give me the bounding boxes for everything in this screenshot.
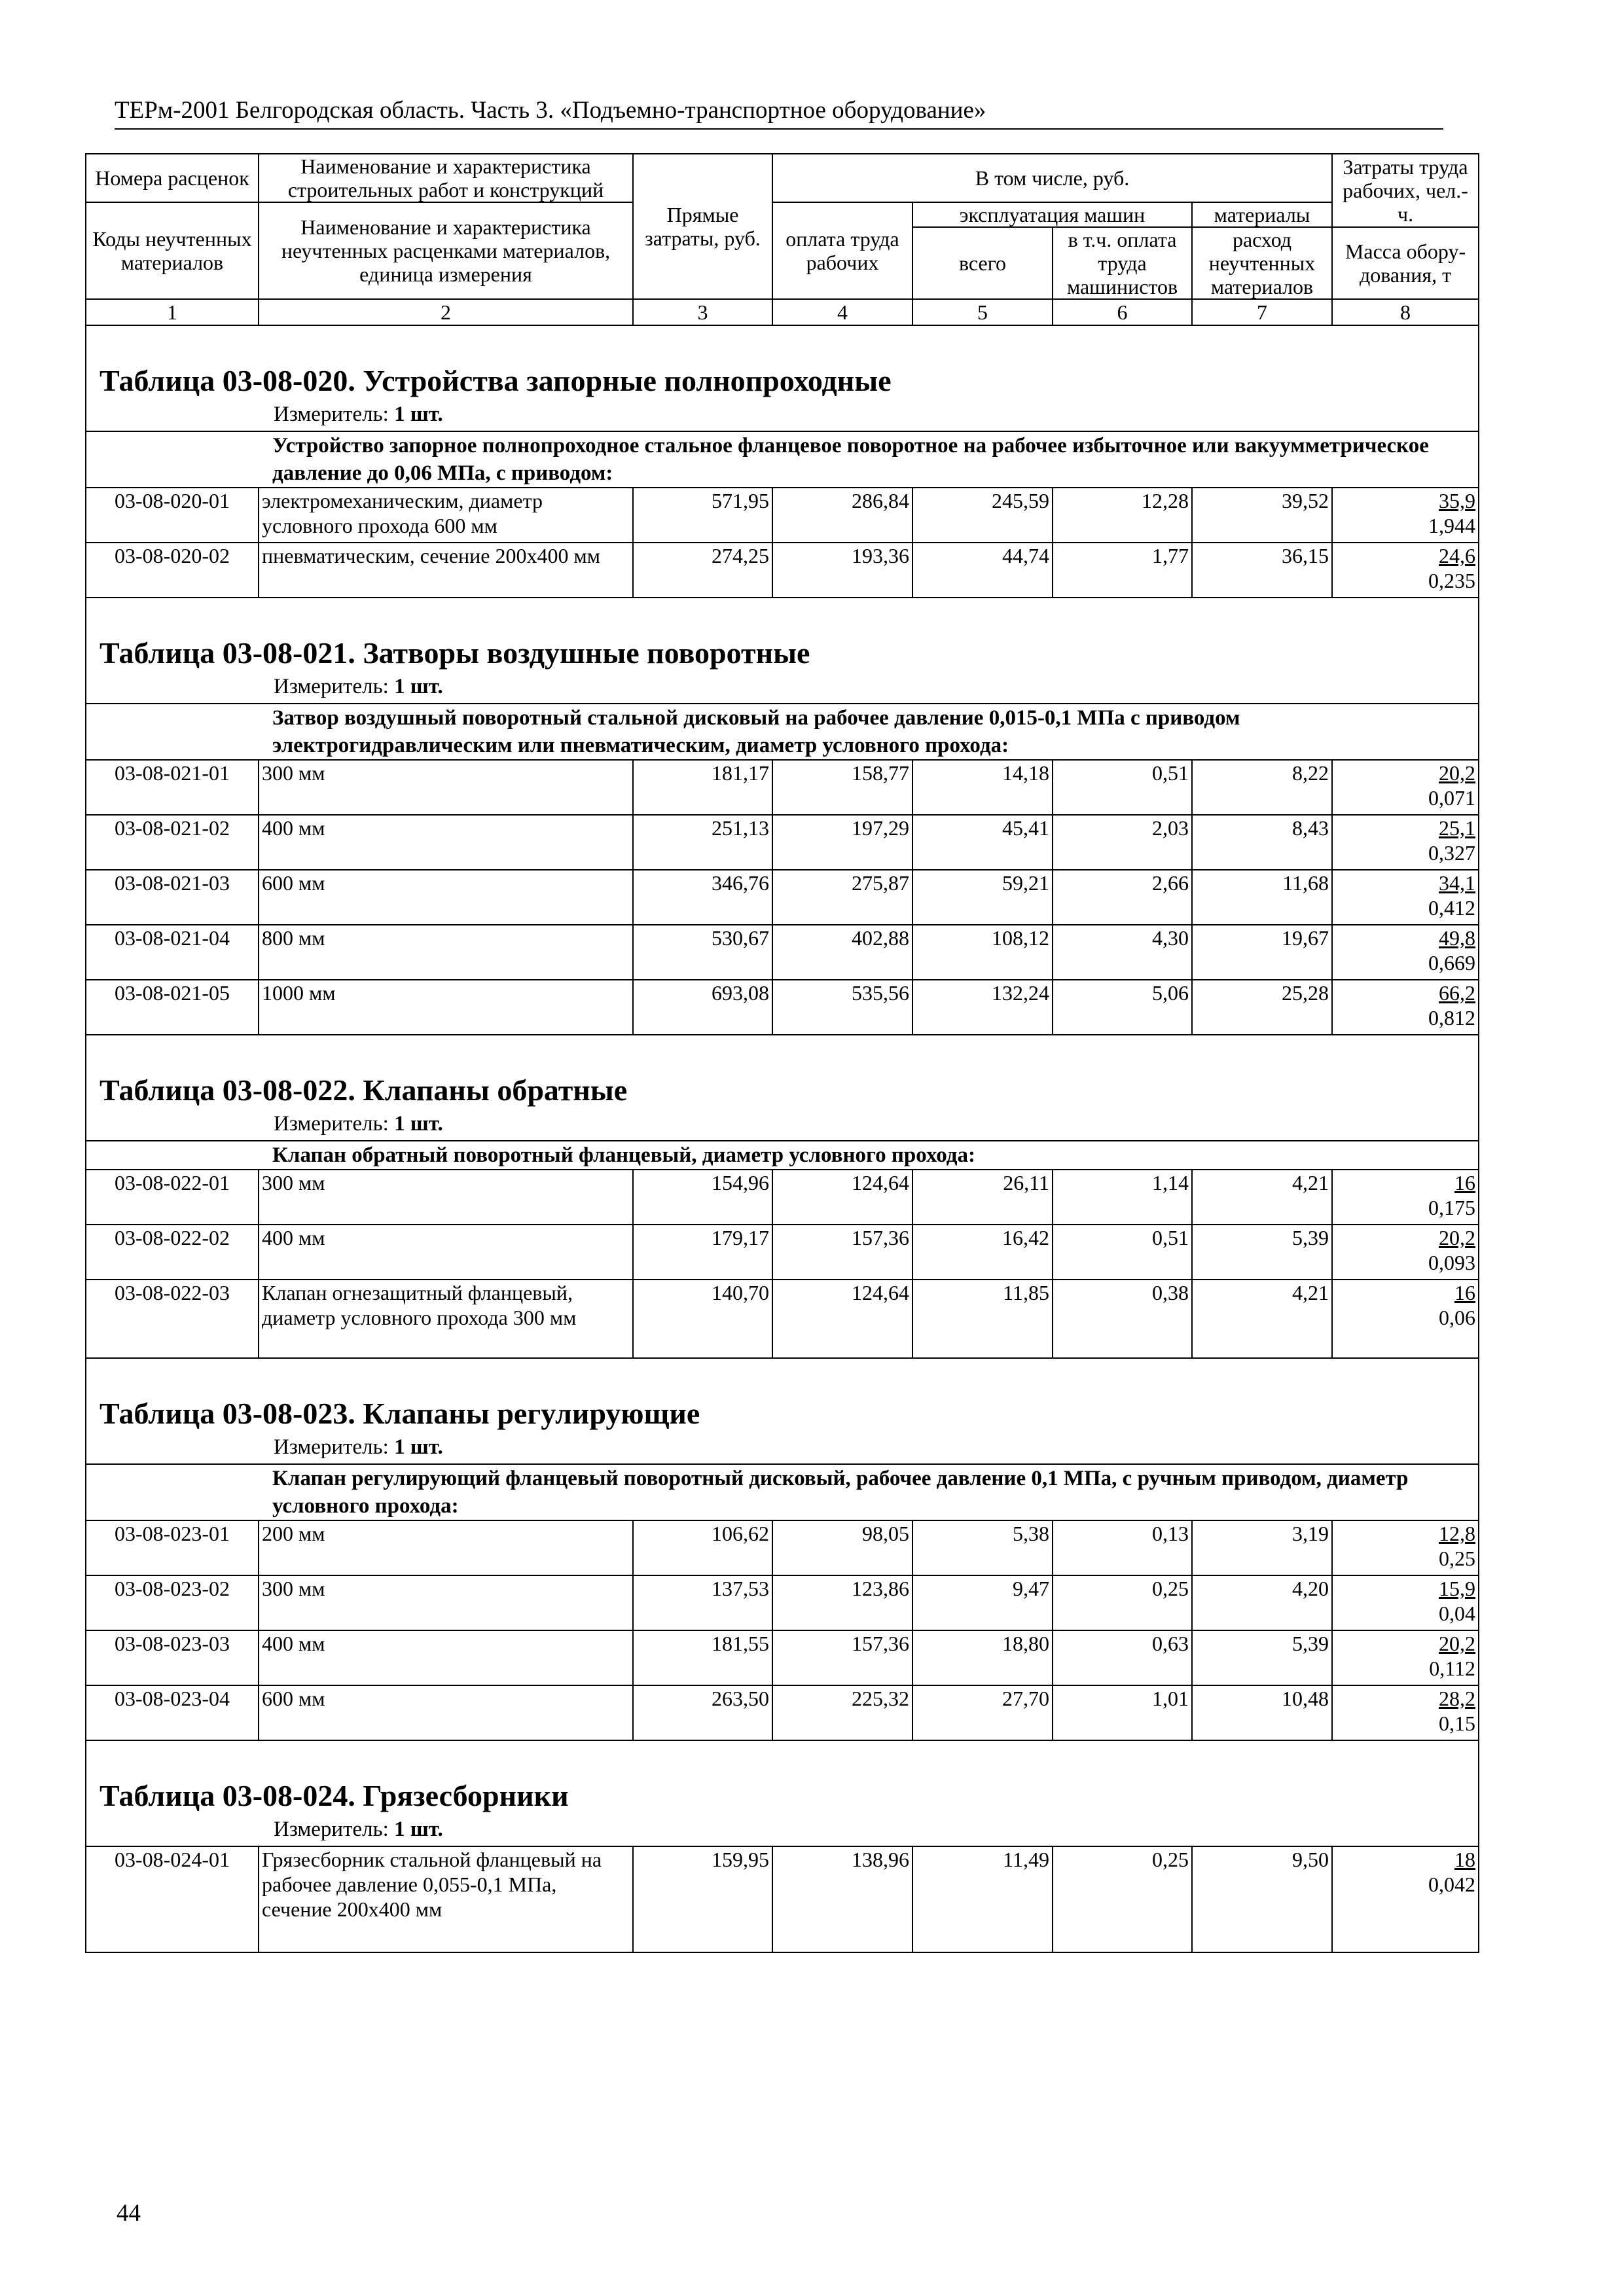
rate-name: пневматическим, сечение 200х400 мм (259, 543, 633, 598)
labor-mass-cell (1332, 980, 1479, 1035)
equipment-mass: 1,944 (1428, 514, 1476, 537)
col-mach-total: всего (912, 227, 1053, 299)
materials-cost: 36,15 (1192, 543, 1332, 598)
machinist-labor-cost: 0,13 (1053, 1520, 1192, 1575)
section-header-row (86, 325, 1479, 431)
direct-cost: 693,08 (633, 980, 772, 1035)
labor-cost: 158,77 (772, 760, 912, 815)
labor-cost: 402,88 (772, 925, 912, 980)
labor-mass-cell (1332, 1280, 1479, 1358)
labor-hours: 18 (1454, 1848, 1476, 1871)
materials-cost: 9,50 (1192, 1846, 1332, 1952)
col-number: 6 (1053, 299, 1192, 325)
rate-name: 400 мм (259, 815, 633, 870)
group-row (86, 1141, 1479, 1170)
rate-name: 300 мм (259, 1170, 633, 1225)
col-machines: эксплуатация машин (912, 202, 1192, 227)
machine-cost: 5,38 (912, 1520, 1053, 1575)
machinist-labor-cost: 1,01 (1053, 1685, 1192, 1740)
rate-name: 200 мм (259, 1520, 633, 1575)
labor-hours: 66,2 (1439, 981, 1476, 1005)
section-header (86, 1035, 1479, 1141)
section-header-row (86, 1358, 1479, 1464)
measure-label: Измеритель: (274, 1435, 389, 1459)
table-row (86, 760, 1479, 815)
section-header (86, 325, 1479, 431)
col-mass: Масса обору-дования, т (1332, 227, 1479, 299)
machine-cost: 59,21 (912, 870, 1053, 925)
machine-cost: 108,12 (912, 925, 1053, 980)
direct-cost: 179,17 (633, 1225, 772, 1280)
machine-cost: 16,42 (912, 1225, 1053, 1280)
equipment-mass: 0,812 (1428, 1006, 1476, 1030)
rate-name: 300 мм (259, 760, 633, 815)
equipment-mass: 0,06 (1439, 1306, 1476, 1329)
materials-cost: 11,68 (1192, 870, 1332, 925)
col-hours: Затраты труда рабочих, чел.-ч. (1332, 154, 1479, 227)
section-header (86, 1740, 1479, 1846)
materials-cost: 5,39 (1192, 1630, 1332, 1685)
section-title: Таблица 03-08-023. Клапаны регулирующие (99, 1397, 700, 1430)
rate-code: 03-08-023-04 (86, 1685, 259, 1740)
materials-cost: 3,19 (1192, 1520, 1332, 1575)
labor-hours: 16 (1454, 1171, 1476, 1194)
rate-code: 03-08-022-02 (86, 1225, 259, 1280)
equipment-mass: 0,04 (1439, 1602, 1476, 1625)
measure-value: 1 шт. (394, 1112, 443, 1136)
group-description: Затвор воздушный поворотный стальной дисковый на рабочее давление 0,015-0,1 МПа с приводом электрогидравлическим или пневматическим, диаметр условного прохода: (86, 704, 1479, 760)
table-row (86, 1520, 1479, 1575)
col-number: 8 (1332, 299, 1479, 325)
machinist-labor-cost: 0,63 (1053, 1630, 1192, 1685)
machine-cost: 27,70 (912, 1685, 1053, 1740)
table-row (86, 1225, 1479, 1280)
labor-mass-cell (1332, 488, 1479, 543)
group-description: Устройство запорное полнопроходное стальное фланцевое поворотное на рабочее избыточное или вакуумметрическое давление до 0,06 МПа, с приводом: (86, 431, 1479, 488)
labor-hours: 34,1 (1439, 871, 1476, 895)
rate-name: 400 мм (259, 1225, 633, 1280)
machinist-labor-cost: 0,51 (1053, 1225, 1192, 1280)
col-materials: материалы (1192, 202, 1332, 227)
materials-cost: 10,48 (1192, 1685, 1332, 1740)
rate-name: Грязесборник стальной фланцевый на рабочее давление 0,055-0,1 МПа, сечение 200х400 мм (259, 1846, 633, 1952)
direct-cost: 140,70 (633, 1280, 772, 1358)
col-codes-bottom: Коды неучтенных материалов (86, 202, 259, 299)
table-row (86, 543, 1479, 598)
col-number: 3 (633, 299, 772, 325)
labor-mass-cell (1332, 815, 1479, 870)
equipment-mass: 0,327 (1428, 841, 1476, 865)
machine-cost: 45,41 (912, 815, 1053, 870)
machine-cost: 11,49 (912, 1846, 1053, 1952)
group-description: Клапан регулирующий фланцевый поворотный дисковый, рабочее давление 0,1 МПа, с ручным приводом, диаметр условного прохода: (86, 1464, 1479, 1520)
col-number: 7 (1192, 299, 1332, 325)
direct-cost: 106,62 (633, 1520, 772, 1575)
measure-value: 1 шт. (394, 1818, 443, 1841)
equipment-mass: 0,071 (1428, 786, 1476, 810)
machine-cost: 9,47 (912, 1575, 1053, 1630)
labor-cost: 123,86 (772, 1575, 912, 1630)
materials-cost: 4,21 (1192, 1280, 1332, 1358)
section-title: Таблица 03-08-021. Затворы воздушные поворотные (99, 636, 810, 670)
measure-label: Измеритель: (274, 1818, 389, 1841)
rate-code: 03-08-023-03 (86, 1630, 259, 1685)
rate-code: 03-08-021-05 (86, 980, 259, 1035)
table-row (86, 1170, 1479, 1225)
labor-hours: 16 (1454, 1281, 1476, 1304)
labor-cost: 275,87 (772, 870, 912, 925)
labor-cost: 193,36 (772, 543, 912, 598)
direct-cost: 159,95 (633, 1846, 772, 1952)
measure-line (89, 399, 1475, 431)
materials-cost: 19,67 (1192, 925, 1332, 980)
equipment-mass: 0,093 (1428, 1251, 1476, 1274)
table-row (86, 1685, 1479, 1740)
direct-cost: 530,67 (633, 925, 772, 980)
direct-cost: 181,55 (633, 1630, 772, 1685)
col-number: 2 (259, 299, 633, 325)
machinist-labor-cost: 1,77 (1053, 543, 1192, 598)
rate-code: 03-08-022-03 (86, 1280, 259, 1358)
labor-hours: 24,6 (1439, 544, 1476, 567)
machinist-labor-cost: 2,66 (1053, 870, 1192, 925)
measure-value: 1 шт. (394, 403, 443, 426)
section-title: Таблица 03-08-024. Грязесборники (99, 1779, 569, 1812)
labor-hours: 15,9 (1439, 1577, 1476, 1600)
col-codes-top: Номера расценок (86, 154, 259, 202)
labor-hours: 35,9 (1439, 489, 1476, 512)
group-row (86, 431, 1479, 488)
measure-label: Измеритель: (274, 403, 389, 426)
col-mat-usage: расход неучтенных материалов (1192, 227, 1332, 299)
measure-label: Измеритель: (274, 675, 389, 698)
machinist-labor-cost: 0,38 (1053, 1280, 1192, 1358)
labor-cost: 98,05 (772, 1520, 912, 1575)
table-row (86, 870, 1479, 925)
group-row (86, 704, 1479, 760)
labor-hours: 20,2 (1439, 761, 1476, 785)
labor-hours: 20,2 (1439, 1632, 1476, 1655)
labor-cost: 225,32 (772, 1685, 912, 1740)
equipment-mass: 0,15 (1439, 1712, 1476, 1735)
equipment-mass: 0,669 (1428, 951, 1476, 975)
labor-hours: 28,2 (1439, 1687, 1476, 1710)
group-row (86, 1464, 1479, 1520)
table-row (86, 1575, 1479, 1630)
equipment-mass: 0,25 (1439, 1547, 1476, 1570)
section-header (86, 1358, 1479, 1464)
measure-value: 1 шт. (394, 675, 443, 698)
table-body (86, 325, 1479, 1952)
rate-name: 300 мм (259, 1575, 633, 1630)
table-row (86, 815, 1479, 870)
machinist-labor-cost: 0,51 (1053, 760, 1192, 815)
rate-code: 03-08-021-04 (86, 925, 259, 980)
labor-mass-cell (1332, 543, 1479, 598)
page-number: 44 (117, 2200, 141, 2227)
measure-line (89, 1814, 1475, 1846)
col-number: 5 (912, 299, 1053, 325)
table-row (86, 1630, 1479, 1685)
machinist-labor-cost: 0,25 (1053, 1575, 1192, 1630)
rate-name: 600 мм (259, 870, 633, 925)
equipment-mass: 0,042 (1428, 1873, 1476, 1896)
machine-cost: 11,85 (912, 1280, 1053, 1358)
materials-cost: 4,21 (1192, 1170, 1332, 1225)
equipment-mass: 0,175 (1428, 1196, 1476, 1219)
rates-table (85, 153, 1479, 1953)
section-title: Таблица 03-08-020. Устройства запорные полнопроходные (99, 364, 892, 397)
labor-mass-cell (1332, 925, 1479, 980)
machinist-labor-cost: 5,06 (1053, 980, 1192, 1035)
labor-cost: 124,64 (772, 1280, 912, 1358)
col-name-top: Наименование и характеристика строительных работ и конструкций (259, 154, 633, 202)
col-in-total: В том числе, руб. (772, 154, 1332, 202)
labor-hours: 12,8 (1439, 1522, 1476, 1545)
labor-hours: 49,8 (1439, 926, 1476, 950)
labor-cost: 197,29 (772, 815, 912, 870)
materials-cost: 4,20 (1192, 1575, 1332, 1630)
measure-line (89, 1109, 1475, 1140)
rate-name: 800 мм (259, 925, 633, 980)
machine-cost: 245,59 (912, 488, 1053, 543)
labor-mass-cell (1332, 870, 1479, 925)
col-labor: оплата труда рабочих (772, 202, 912, 299)
direct-cost: 181,17 (633, 760, 772, 815)
rate-code: 03-08-020-02 (86, 543, 259, 598)
machinist-labor-cost: 4,30 (1053, 925, 1192, 980)
rate-name: 1000 мм (259, 980, 633, 1035)
rate-name: 600 мм (259, 1685, 633, 1740)
table-row (86, 1846, 1479, 1952)
rate-code: 03-08-023-01 (86, 1520, 259, 1575)
machine-cost: 132,24 (912, 980, 1053, 1035)
section-header-row (86, 1035, 1479, 1141)
direct-cost: 346,76 (633, 870, 772, 925)
group-description: Клапан обратный поворотный фланцевый, диаметр условного прохода: (86, 1141, 1479, 1170)
col-number: 1 (86, 299, 259, 325)
labor-mass-cell (1332, 1685, 1479, 1740)
direct-cost: 154,96 (633, 1170, 772, 1225)
labor-mass-cell (1332, 1630, 1479, 1685)
materials-cost: 39,52 (1192, 488, 1332, 543)
rate-name: 400 мм (259, 1630, 633, 1685)
labor-cost: 286,84 (772, 488, 912, 543)
machine-cost: 18,80 (912, 1630, 1053, 1685)
rate-code: 03-08-021-03 (86, 870, 259, 925)
labor-hours: 25,1 (1439, 816, 1476, 840)
labor-cost: 535,56 (772, 980, 912, 1035)
rate-name: электромеханическим, диаметр условного прохода 600 мм (259, 488, 633, 543)
measure-line (89, 672, 1475, 703)
labor-cost: 157,36 (772, 1630, 912, 1685)
section-header-row (86, 598, 1479, 704)
rate-code: 03-08-022-01 (86, 1170, 259, 1225)
labor-mass-cell (1332, 760, 1479, 815)
measure-line (89, 1432, 1475, 1463)
equipment-mass: 0,235 (1428, 569, 1476, 592)
materials-cost: 25,28 (1192, 980, 1332, 1035)
col-mach-labor: в т.ч. оплата труда машинистов (1053, 227, 1192, 299)
table-row (86, 980, 1479, 1035)
table-row (86, 925, 1479, 980)
direct-cost: 274,25 (633, 543, 772, 598)
machinist-labor-cost: 2,03 (1053, 815, 1192, 870)
direct-cost: 251,13 (633, 815, 772, 870)
rate-code: 03-08-021-01 (86, 760, 259, 815)
table-row (86, 1280, 1479, 1358)
direct-cost: 571,95 (633, 488, 772, 543)
labor-mass-cell (1332, 1575, 1479, 1630)
machine-cost: 14,18 (912, 760, 1053, 815)
equipment-mass: 0,412 (1428, 896, 1476, 920)
section-header-row (86, 1740, 1479, 1846)
labor-mass-cell (1332, 1520, 1479, 1575)
rate-code: 03-08-024-01 (86, 1846, 259, 1952)
materials-cost: 5,39 (1192, 1225, 1332, 1280)
machinist-labor-cost: 12,28 (1053, 488, 1192, 543)
direct-cost: 263,50 (633, 1685, 772, 1740)
materials-cost: 8,22 (1192, 760, 1332, 815)
labor-mass-cell (1332, 1170, 1479, 1225)
materials-cost: 8,43 (1192, 815, 1332, 870)
equipment-mass: 0,112 (1429, 1657, 1476, 1680)
labor-cost: 124,64 (772, 1170, 912, 1225)
measure-label: Измеритель: (274, 1112, 389, 1136)
labor-hours: 20,2 (1439, 1226, 1476, 1249)
page-header: ТЕРм-2001 Белгородская область. Часть 3. «Подъемно-транспортное оборудование» (115, 96, 1443, 130)
machinist-labor-cost: 0,25 (1053, 1846, 1192, 1952)
machine-cost: 26,11 (912, 1170, 1053, 1225)
col-name-bottom: Наименование и характеристика неучтенных расценками материалов, единица измерения (259, 202, 633, 299)
labor-mass-cell (1332, 1846, 1479, 1952)
section-header (86, 598, 1479, 704)
section-title: Таблица 03-08-022. Клапаны обратные (99, 1073, 628, 1107)
rate-name: Клапан огнезащитный фланцевый, диаметр условного прохода 300 мм (259, 1280, 633, 1358)
rate-code: 03-08-020-01 (86, 488, 259, 543)
col-number: 4 (772, 299, 912, 325)
rate-code: 03-08-021-02 (86, 815, 259, 870)
machinist-labor-cost: 1,14 (1053, 1170, 1192, 1225)
direct-cost: 137,53 (633, 1575, 772, 1630)
measure-value: 1 шт. (394, 1435, 443, 1459)
rate-code: 03-08-023-02 (86, 1575, 259, 1630)
labor-mass-cell (1332, 1225, 1479, 1280)
labor-cost: 138,96 (772, 1846, 912, 1952)
col-direct: Прямые затраты, руб. (633, 154, 772, 299)
column-numbers-row (86, 299, 1479, 325)
table-row (86, 488, 1479, 543)
labor-cost: 157,36 (772, 1225, 912, 1280)
machine-cost: 44,74 (912, 543, 1053, 598)
